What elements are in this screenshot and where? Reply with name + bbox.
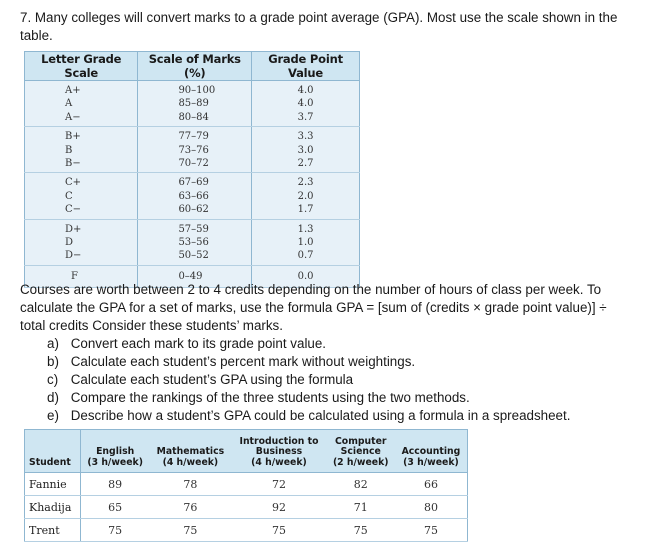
mark-range: 70–72: [178, 157, 209, 169]
table-row: [25, 473, 468, 496]
header-line: English: [96, 446, 135, 457]
mark-cell: 82: [327, 473, 395, 496]
mark-cell: 76: [149, 496, 231, 519]
letter-grade: D−: [65, 250, 82, 262]
grade-point: 3.3: [297, 131, 314, 143]
header-intro-business: [231, 430, 326, 473]
task-text: Convert each mark to its grade point value.: [70, 336, 327, 351]
mark-range: 63–66: [178, 190, 209, 202]
task-text: Describe how a student’s GPA could be calculated using a formula in a spreadsheet.: [70, 408, 571, 423]
grade-point: 2.3: [297, 177, 314, 189]
mark-cell: 66: [395, 473, 468, 496]
mark-cell: 75: [327, 519, 395, 542]
task-list: [47, 335, 570, 425]
header-computer-science: [327, 430, 395, 473]
grade-point: 1.0: [297, 236, 314, 248]
mark-cell: 92: [231, 496, 326, 519]
header-letter-grade: Letter Grade Scale: [25, 52, 138, 81]
letter-grade: A−: [65, 111, 81, 123]
header-line: (3 h/week): [87, 456, 143, 468]
task-item: [47, 407, 570, 425]
mark-range: 80–84: [178, 111, 209, 123]
mark-cell: 75: [395, 519, 468, 542]
mark-range: 73–76: [178, 144, 209, 156]
student-name: Trent: [25, 519, 81, 542]
header-line: Introduction to: [239, 435, 319, 447]
header-student: [25, 430, 81, 473]
mark-cell: 80: [395, 496, 468, 519]
student-marks-table: [24, 429, 468, 542]
mark-cell: 75: [231, 519, 326, 542]
grade-point: 2.0: [297, 190, 314, 202]
task-item: [47, 389, 570, 407]
table-row: [25, 519, 468, 542]
header-accounting: [395, 430, 468, 473]
grade-point: 1.3: [297, 223, 314, 235]
task-item: [47, 353, 570, 371]
grade-point: 4.0: [297, 98, 314, 110]
grade-point: 4.0: [297, 85, 314, 96]
header-line: Business: [255, 446, 303, 457]
grade-point: 2.7: [297, 157, 314, 169]
header-line: (4 h/week): [251, 456, 307, 468]
task-label: d): [47, 390, 59, 405]
letter-grade: B−: [65, 157, 81, 169]
task-label: a): [47, 336, 59, 351]
letter-grade: A: [65, 98, 73, 110]
mark-range: 90–100: [178, 85, 216, 96]
mark-cell: 71: [327, 496, 395, 519]
table-row: [25, 496, 468, 519]
mark-range: 50–52: [178, 250, 209, 262]
grade-point: 3.7: [297, 111, 314, 123]
intro-text: Courses are worth between 2 to 4 credits depending on the number of hours of class per week. To calculate the GPA for a set of marks, use the formula GPA = [sum of (credits × grade point value)] ÷ total credits Consider these students’ marks.: [20, 282, 607, 333]
mark-range: 67–69: [178, 177, 209, 189]
letter-grade: A+: [65, 85, 81, 96]
header-line: Mathematics: [156, 446, 225, 457]
header-line: (2 h/week): [332, 456, 389, 468]
header-line: Science: [340, 446, 381, 457]
header-line: (4 h/week): [162, 456, 219, 468]
question-text: 7. Many colleges will convert marks to a grade point average (GPA). Most use the scale shown in the table.: [20, 10, 618, 43]
grade-group-c: [25, 173, 360, 219]
letter-grade: F: [71, 270, 78, 282]
grade-point: 3.0: [297, 144, 314, 156]
grade-point: 1.7: [297, 204, 314, 216]
grade-group-d: [25, 219, 360, 265]
student-name: Khadija: [25, 496, 81, 519]
grade-point: 0.0: [297, 270, 314, 282]
grade-table-header-row: [25, 52, 360, 81]
task-label: b): [47, 354, 59, 369]
header-mathematics: [149, 430, 231, 473]
mark-range: 53–56: [178, 236, 209, 248]
header-line: Computer: [334, 435, 387, 447]
student-table-header-row: [25, 430, 468, 473]
mark-range: 85–89: [178, 98, 209, 110]
letter-grade: C+: [65, 177, 82, 189]
mark-cell: 89: [80, 473, 149, 496]
task-text: Calculate each student’s GPA using the formula: [70, 372, 354, 387]
mark-cell: 65: [80, 496, 149, 519]
mark-range: 57–59: [178, 223, 209, 235]
task-text: Compare the rankings of the three students using the two methods.: [70, 390, 470, 405]
letter-grade: D: [65, 236, 74, 248]
letter-grade: C−: [65, 204, 82, 216]
task-item: [47, 335, 570, 353]
task-text: Calculate each student’s percent mark without weightings.: [70, 354, 416, 369]
student-name: Fannie: [25, 473, 81, 496]
grade-group-b: [25, 127, 360, 173]
grade-group-a: [25, 81, 360, 127]
mark-range: 60–62: [178, 204, 209, 216]
letter-grade: C: [65, 190, 73, 202]
header-line: Student: [29, 456, 71, 468]
mark-range: 0–49: [178, 270, 203, 282]
letter-grade: B: [65, 144, 73, 156]
mark-cell: 75: [149, 519, 231, 542]
task-item: [47, 371, 570, 389]
header-line: Accounting: [401, 446, 461, 457]
mark-cell: 78: [149, 473, 231, 496]
header-scale-of-marks: Scale of Marks (%): [138, 52, 252, 81]
grade-scale-table: [24, 51, 360, 288]
mark-cell: 72: [231, 473, 326, 496]
letter-grade: B+: [65, 131, 81, 143]
grade-point: 0.7: [297, 250, 314, 262]
letter-grade: D+: [65, 223, 82, 235]
task-label: e): [47, 408, 59, 423]
header-english: [80, 430, 149, 473]
task-label: c): [47, 372, 59, 387]
header-grade-point-value: Grade Point Value: [252, 52, 360, 81]
mark-range: 77–79: [178, 131, 209, 143]
mark-cell: 75: [80, 519, 149, 542]
header-line: (3 h/week): [403, 456, 459, 468]
